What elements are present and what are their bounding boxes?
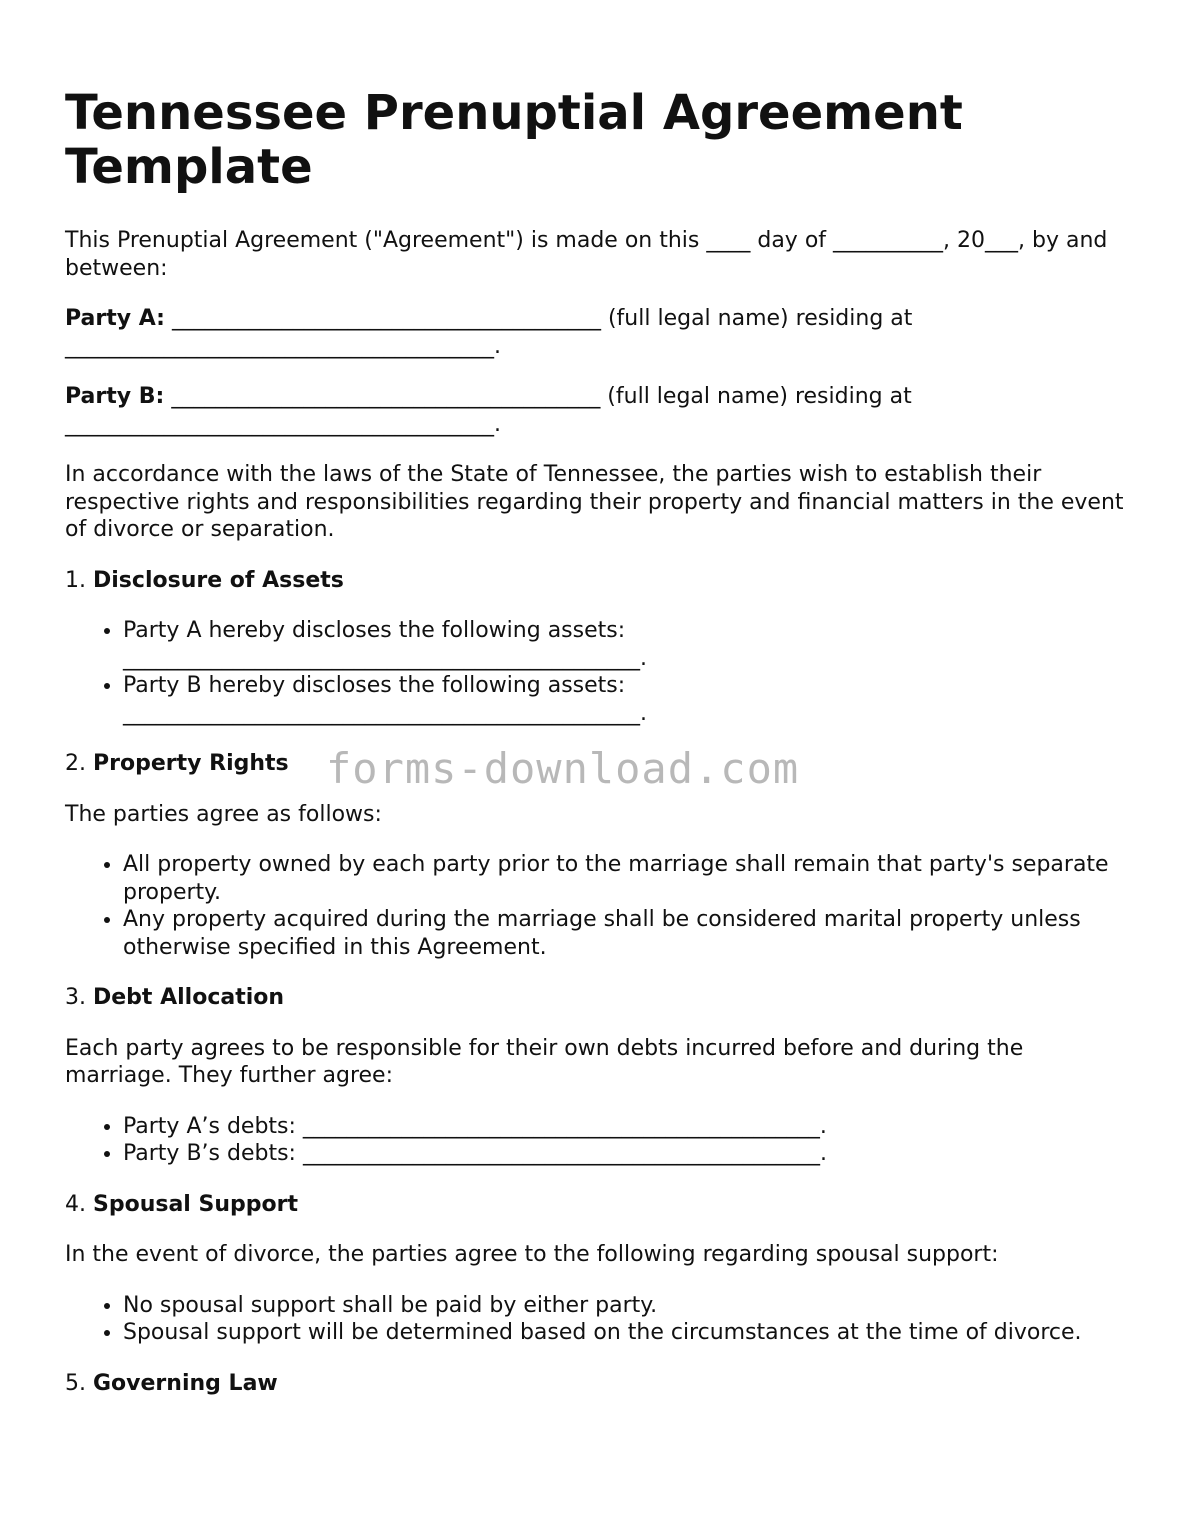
party-a-line [65, 305, 1125, 360]
section-3-lead: Each party agrees to be responsible for their own debts incurred before and during the marriage. They further agree: [65, 1035, 1024, 1088]
list-item: • Party A’s debts: _______________________________________________. [123, 1113, 1125, 1141]
section-3-number: 3. [65, 985, 86, 1010]
party-b-text: _______________________________________ (full legal name) residing at _______________________________________. [65, 384, 912, 437]
section-1-number: 1. [65, 567, 86, 593]
intro-paragraph: This Prenuptial Agreement ("Agreement") is made on this ____ day of __________, 20___, by and between: [65, 228, 1108, 281]
section-2-list [65, 851, 1125, 961]
section-5-number: 5. [65, 1370, 86, 1396]
party-a-label: Party A: [65, 306, 165, 331]
list-item: • Party B’s debts: _______________________________________________. [123, 1140, 1125, 1168]
list-item: • Spousal support will be determined based on the circumstances at the time of divorce. [123, 1319, 1125, 1347]
party-b-line [65, 383, 1125, 438]
section-4-title: Spousal Support [93, 1191, 298, 1217]
section-4-number: 4. [65, 1191, 86, 1217]
section-5-heading [65, 1370, 1125, 1398]
section-3-list [65, 1113, 1125, 1168]
section-1-heading [65, 567, 1125, 595]
list-item: • Any property acquired during the marriage shall be considered marital property unless otherwise specified in this Agreement. [123, 906, 1125, 961]
list-item: • No spousal support shall be paid by either party. [123, 1292, 1125, 1320]
list-item: • All property owned by each party prior to the marriage shall remain that party's separate property. [123, 851, 1125, 906]
section-4-heading [65, 1191, 1125, 1219]
section-5-title: Governing Law [93, 1370, 278, 1396]
list-item: • Party A hereby discloses the following assets: _______________________________________________. [123, 617, 1125, 672]
section-2-lead: The parties agree as follows: [65, 801, 382, 827]
section-3-heading [65, 984, 1125, 1012]
watermark: forms-download.com [326, 744, 800, 793]
list-item: • Party B hereby discloses the following assets: _______________________________________________. [123, 672, 1125, 727]
section-3-title: Debt Allocation [93, 985, 285, 1010]
party-b-label: Party B: [65, 384, 165, 409]
section-4-lead: In the event of divorce, the parties agree to the following regarding spousal support: [65, 1242, 999, 1267]
section-4-list [65, 1292, 1125, 1347]
section-2-title: Property Rights [93, 751, 289, 776]
page-title: Tennessee Prenuptial Agreement Template [65, 85, 963, 195]
party-a-text: _______________________________________ (full legal name) residing at _______________________________________. [65, 306, 913, 359]
purpose-paragraph: In accordance with the laws of the State of Tennessee, the parties wish to establish their respective rights and responsibilities regarding their property and financial matters in the event of divorce or separation. [65, 462, 1124, 542]
section-1-title: Disclosure of Assets [93, 567, 344, 593]
section-1-list [65, 617, 1125, 727]
section-2-number: 2. [65, 751, 86, 776]
